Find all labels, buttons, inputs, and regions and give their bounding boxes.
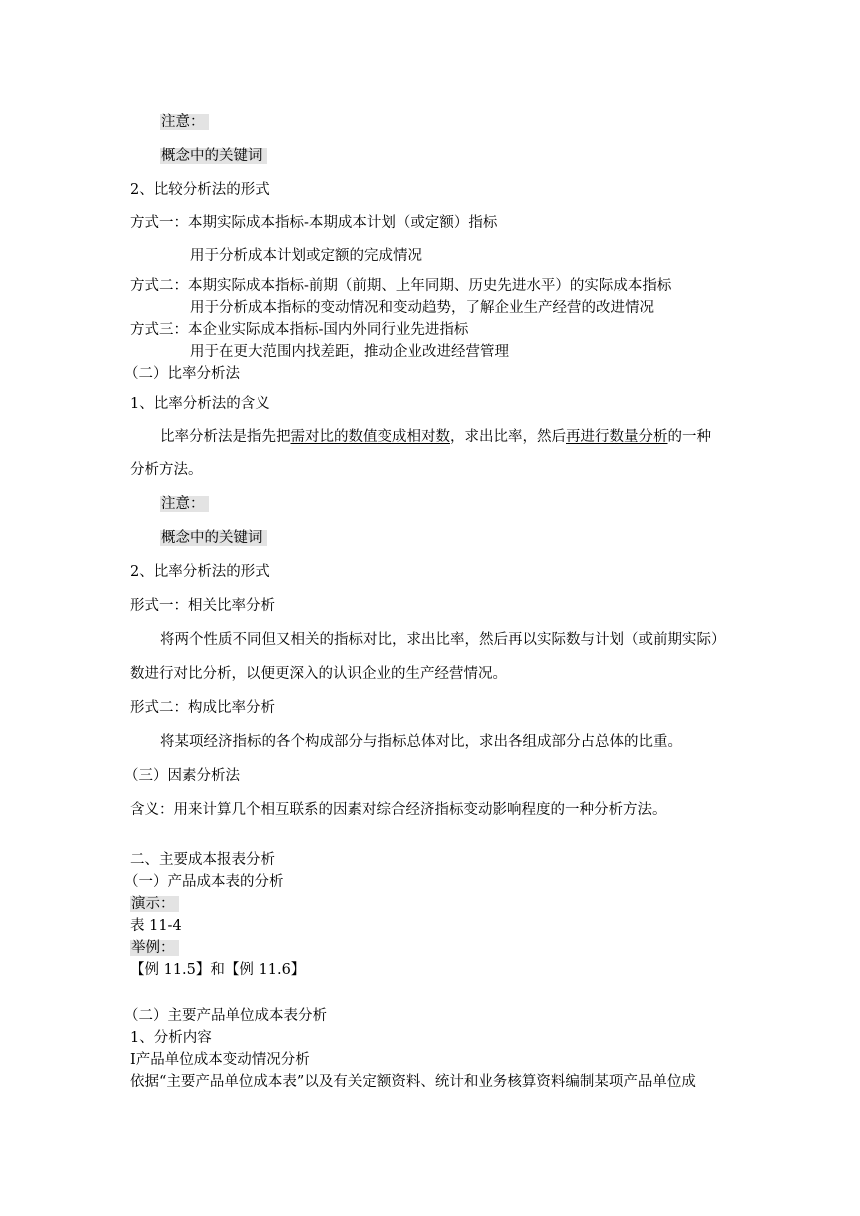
form1-heading: 形式一：相关比率分析 — [130, 598, 275, 614]
ratio-meaning-heading: 1、比率分析法的含义 — [130, 396, 270, 412]
demo-label: 演示： — [130, 894, 179, 914]
item1-heading: Ⅰ产品单位成本变动情况分析 — [130, 1052, 310, 1068]
way3-desc: 用于在更大范围内找差距，推动企业改进经营管理 — [190, 344, 509, 360]
way1-line — [130, 213, 497, 233]
content-heading: 1、分析内容 — [130, 1030, 212, 1046]
comparison-forms-heading: 2、比较分析法的形式 — [130, 182, 270, 198]
way3-label: 方式三： — [130, 322, 188, 338]
factor-section-heading: （三）因素分析法 — [124, 768, 240, 784]
way1-text: 本期实际成本指标-本期成本计划（或定额）指标 — [188, 215, 498, 231]
way1-desc: 用于分析成本计划或定额的完成情况 — [190, 248, 422, 264]
way1-label: 方式一： — [130, 215, 188, 231]
ratio-definition-cont: 分析方法。 — [130, 462, 203, 478]
reports-heading: 二、主要成本报表分析 — [130, 852, 275, 868]
form2-text: 将某项经济指标的各个构成部分与指标总体对比，求出各组成部分占总体的比重。 — [160, 734, 682, 750]
example-ref: 【例 11.5】和【例 11.6】 — [130, 962, 306, 978]
keyword-quantity-analysis: 再进行数量分析 — [566, 429, 668, 445]
table-ref: 表 11-4 — [130, 918, 182, 934]
form1-line2: 数进行对比分析，以便更深入的认识企业的生产经营情况。 — [130, 666, 507, 682]
reports-sub1: （一）产品成本表的分析 — [124, 874, 284, 890]
ratio-definition: 比率分析法是指先把需对比的数值变成相对数，求出比率，然后再进行数量分析的一种 — [160, 429, 711, 445]
way2-desc: 用于分析成本指标的变动情况和变动趋势，了解企业生产经营的改进情况 — [190, 300, 654, 316]
way2-label: 方式二： — [130, 278, 188, 294]
ratio-forms-heading: 2、比率分析法的形式 — [130, 564, 270, 580]
ratio-section-heading: （二）比率分析法 — [124, 366, 240, 382]
keyword-relative-number: 需对比的数值变成相对数 — [290, 429, 450, 445]
factor-meaning: 含义：用来计算几个相互联系的因素对综合经济指标变动影响程度的一种分析方法。 — [130, 802, 667, 818]
keywords-label: 概念中的关键词 — [160, 146, 267, 166]
way3-text: 本企业实际成本指标-国内外同行业先进指标 — [188, 322, 469, 338]
note-label: 注意： — [160, 112, 209, 132]
ratio-keywords-label: 概念中的关键词 — [160, 528, 267, 548]
item1-text: 依据“主要产品单位成本表”以及有关定额资料、统计和业务核算资料编制某项产品单位成 — [130, 1074, 696, 1090]
form1-line1: 将两个性质不同但又相关的指标对比，求出比率，然后再以实际数与计划（或前期实际） — [160, 632, 726, 648]
way2-text: 本期实际成本指标-前期（前期、上年同期、历史先进水平）的实际成本指标 — [188, 278, 672, 294]
reports-sub2: （二）主要产品单位成本表分析 — [124, 1008, 327, 1024]
ratio-note-label: 注意： — [160, 494, 209, 514]
form2-heading: 形式二：构成比率分析 — [130, 700, 275, 716]
way3-line — [130, 320, 468, 340]
way2-line — [130, 276, 671, 296]
example-label: 举例： — [130, 938, 179, 958]
